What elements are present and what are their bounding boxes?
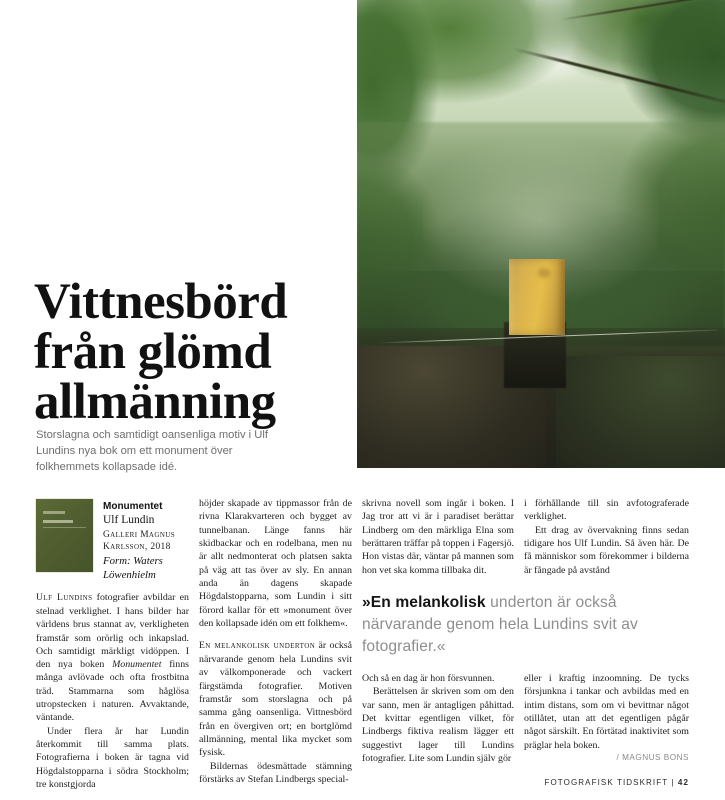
book-form-line-1: Form: Waters	[103, 554, 163, 567]
author-byline: / MAGNUS BONS	[616, 753, 689, 762]
paragraph-text: fotografier avbildar en stelnad verklighet. I hans bilder har världens brus stannat av, verkligheten framstår som orörlig och inkapslad. Och samtidigt märkligt vidöppen. I den nya boken	[36, 592, 189, 671]
paragraph: eller i kraftig inzoomning. De tycks försjunkna i tankar och avbildas med en intim distans, som om vi bevittnar något otillåtet, utan att det egentligen pågår något särskilt. En förtätad inaktivitet som präglar hela boken.	[524, 673, 689, 751]
body-column-2	[199, 497, 352, 786]
column-1-lead-in: Ulf Lundins	[36, 592, 93, 603]
book-credit-block	[36, 499, 196, 583]
pull-quote-rest: underton är också närvarande genom hela Lundins svit av fotografier.«	[362, 594, 638, 656]
book-publisher-line-2: Karlsson, 2018	[103, 542, 171, 553]
body-column-4-lower	[524, 672, 689, 752]
paragraph: Ett drag av övervakning finns sedan tidigare hos Ulf Lundin. Så även här. De få människor som förekommer i bilderna är fångade på avstånd	[524, 524, 689, 576]
book-cover-author-line	[43, 511, 65, 514]
footer-separator: |	[671, 778, 675, 787]
standfirst: Storslagna och samtidigt oansenliga motiv i Ulf Lundins nya bok om ett monument över folkhemmets kollapsade idé.	[36, 429, 268, 473]
book-author: Ulf Lundin	[103, 514, 155, 527]
paragraph-text: finns många avlövade och ofta frostbitna träd. Stammarna som håglösa utropstecken i naturen. Avvaktande, väntande.	[36, 659, 190, 724]
book-cover-rule	[43, 527, 86, 528]
body-column-4	[524, 497, 689, 577]
pull-quote-emphasis: »En melankolisk	[362, 594, 486, 611]
paragraph: höjder skapade av tippmassor från de rivna Klarakvarteren och bygget av tunnelbanan. Länge fanns här skidbackar och en rodelbana, men nu är allt nedmonterat och platsen sakta på väg att tas över av sly. En annan anda än dagens skapade Högdalstopparna, som Lundin i sitt förord kallar för ett »monument över den kollapsade idén om ett folkhem«.	[199, 498, 352, 629]
photo-ground-mound-right	[556, 356, 725, 468]
paragraph	[36, 591, 189, 725]
body-column-1	[36, 591, 189, 791]
body-column-3	[362, 497, 514, 577]
headline-line-1: Vittnesbörd	[34, 274, 288, 331]
column-2-lead-in: En melankolisk underton	[199, 640, 316, 652]
paragraph-spacer	[199, 630, 352, 639]
paragraph: Bildernas ödesmättade stämning förstärks av Stefan Lindbergs special-	[199, 760, 352, 785]
headline-line-3: allmänning	[34, 374, 276, 431]
book-cover-thumbnail	[36, 499, 93, 572]
paragraph: i förhållande till sin avfotograferade verklighet.	[524, 498, 689, 523]
paragraph: Berättelsen är skriven som om den var sann, men är antagligen påhittad. Det kvittar egentligen vilket, för Lindbergs fiktiva realism lägger ett suggestivt lager till Lundins fotografier. Lite som Lundin själv gör	[362, 686, 514, 764]
page-footer	[524, 778, 689, 787]
paragraph: skrivna novell som ingår i boken. I Jag tror att vi är i paradiset berättar Lindberg om den märkliga Elna som berättaren träffar på toppen i Fagersjö. Hon vistas där, väntar på mannen som hon vet ska komma tillbaka dit.	[362, 498, 514, 576]
paragraph: Under flera år har Lundin återkommit till samma plats. Fotografierna i boken är tagna vid Högdalstopparna i södra Stockholm; tre konstgjorda	[36, 725, 189, 790]
headline-line-2: från glömd	[34, 324, 272, 381]
page-title	[34, 274, 344, 431]
article-photograph	[357, 0, 725, 468]
footer-publication: FOTOGRAFISK TIDSKRIFT	[544, 778, 669, 787]
book-form-line-2: Löwenhielm	[103, 569, 156, 582]
body-column-3-lower	[362, 672, 514, 765]
book-metadata	[103, 499, 175, 583]
book-cover-title-line	[43, 520, 73, 523]
paragraph-text: är också närvarande genom hela Lundins svit av välkomponerade och vackert färgstämda fotografier. Motiven framstår som storslagna och på samma gång oansenliga. Vittnesbörd från en övergiven ort; en bortglömd allmänning, mental lika mycket som fysisk.	[199, 640, 352, 759]
pull-quote	[362, 592, 692, 658]
book-publisher-line-1: Galleri Magnus	[103, 529, 176, 540]
paragraph	[199, 639, 352, 759]
book-title-mention: Monumentet	[112, 659, 162, 671]
book-title: Monumentet	[103, 501, 163, 512]
paragraph: Och så en dag är hon försvunnen.	[362, 673, 495, 684]
footer-page-number: 42	[677, 778, 689, 787]
photo-yellow-monument	[509, 259, 565, 335]
